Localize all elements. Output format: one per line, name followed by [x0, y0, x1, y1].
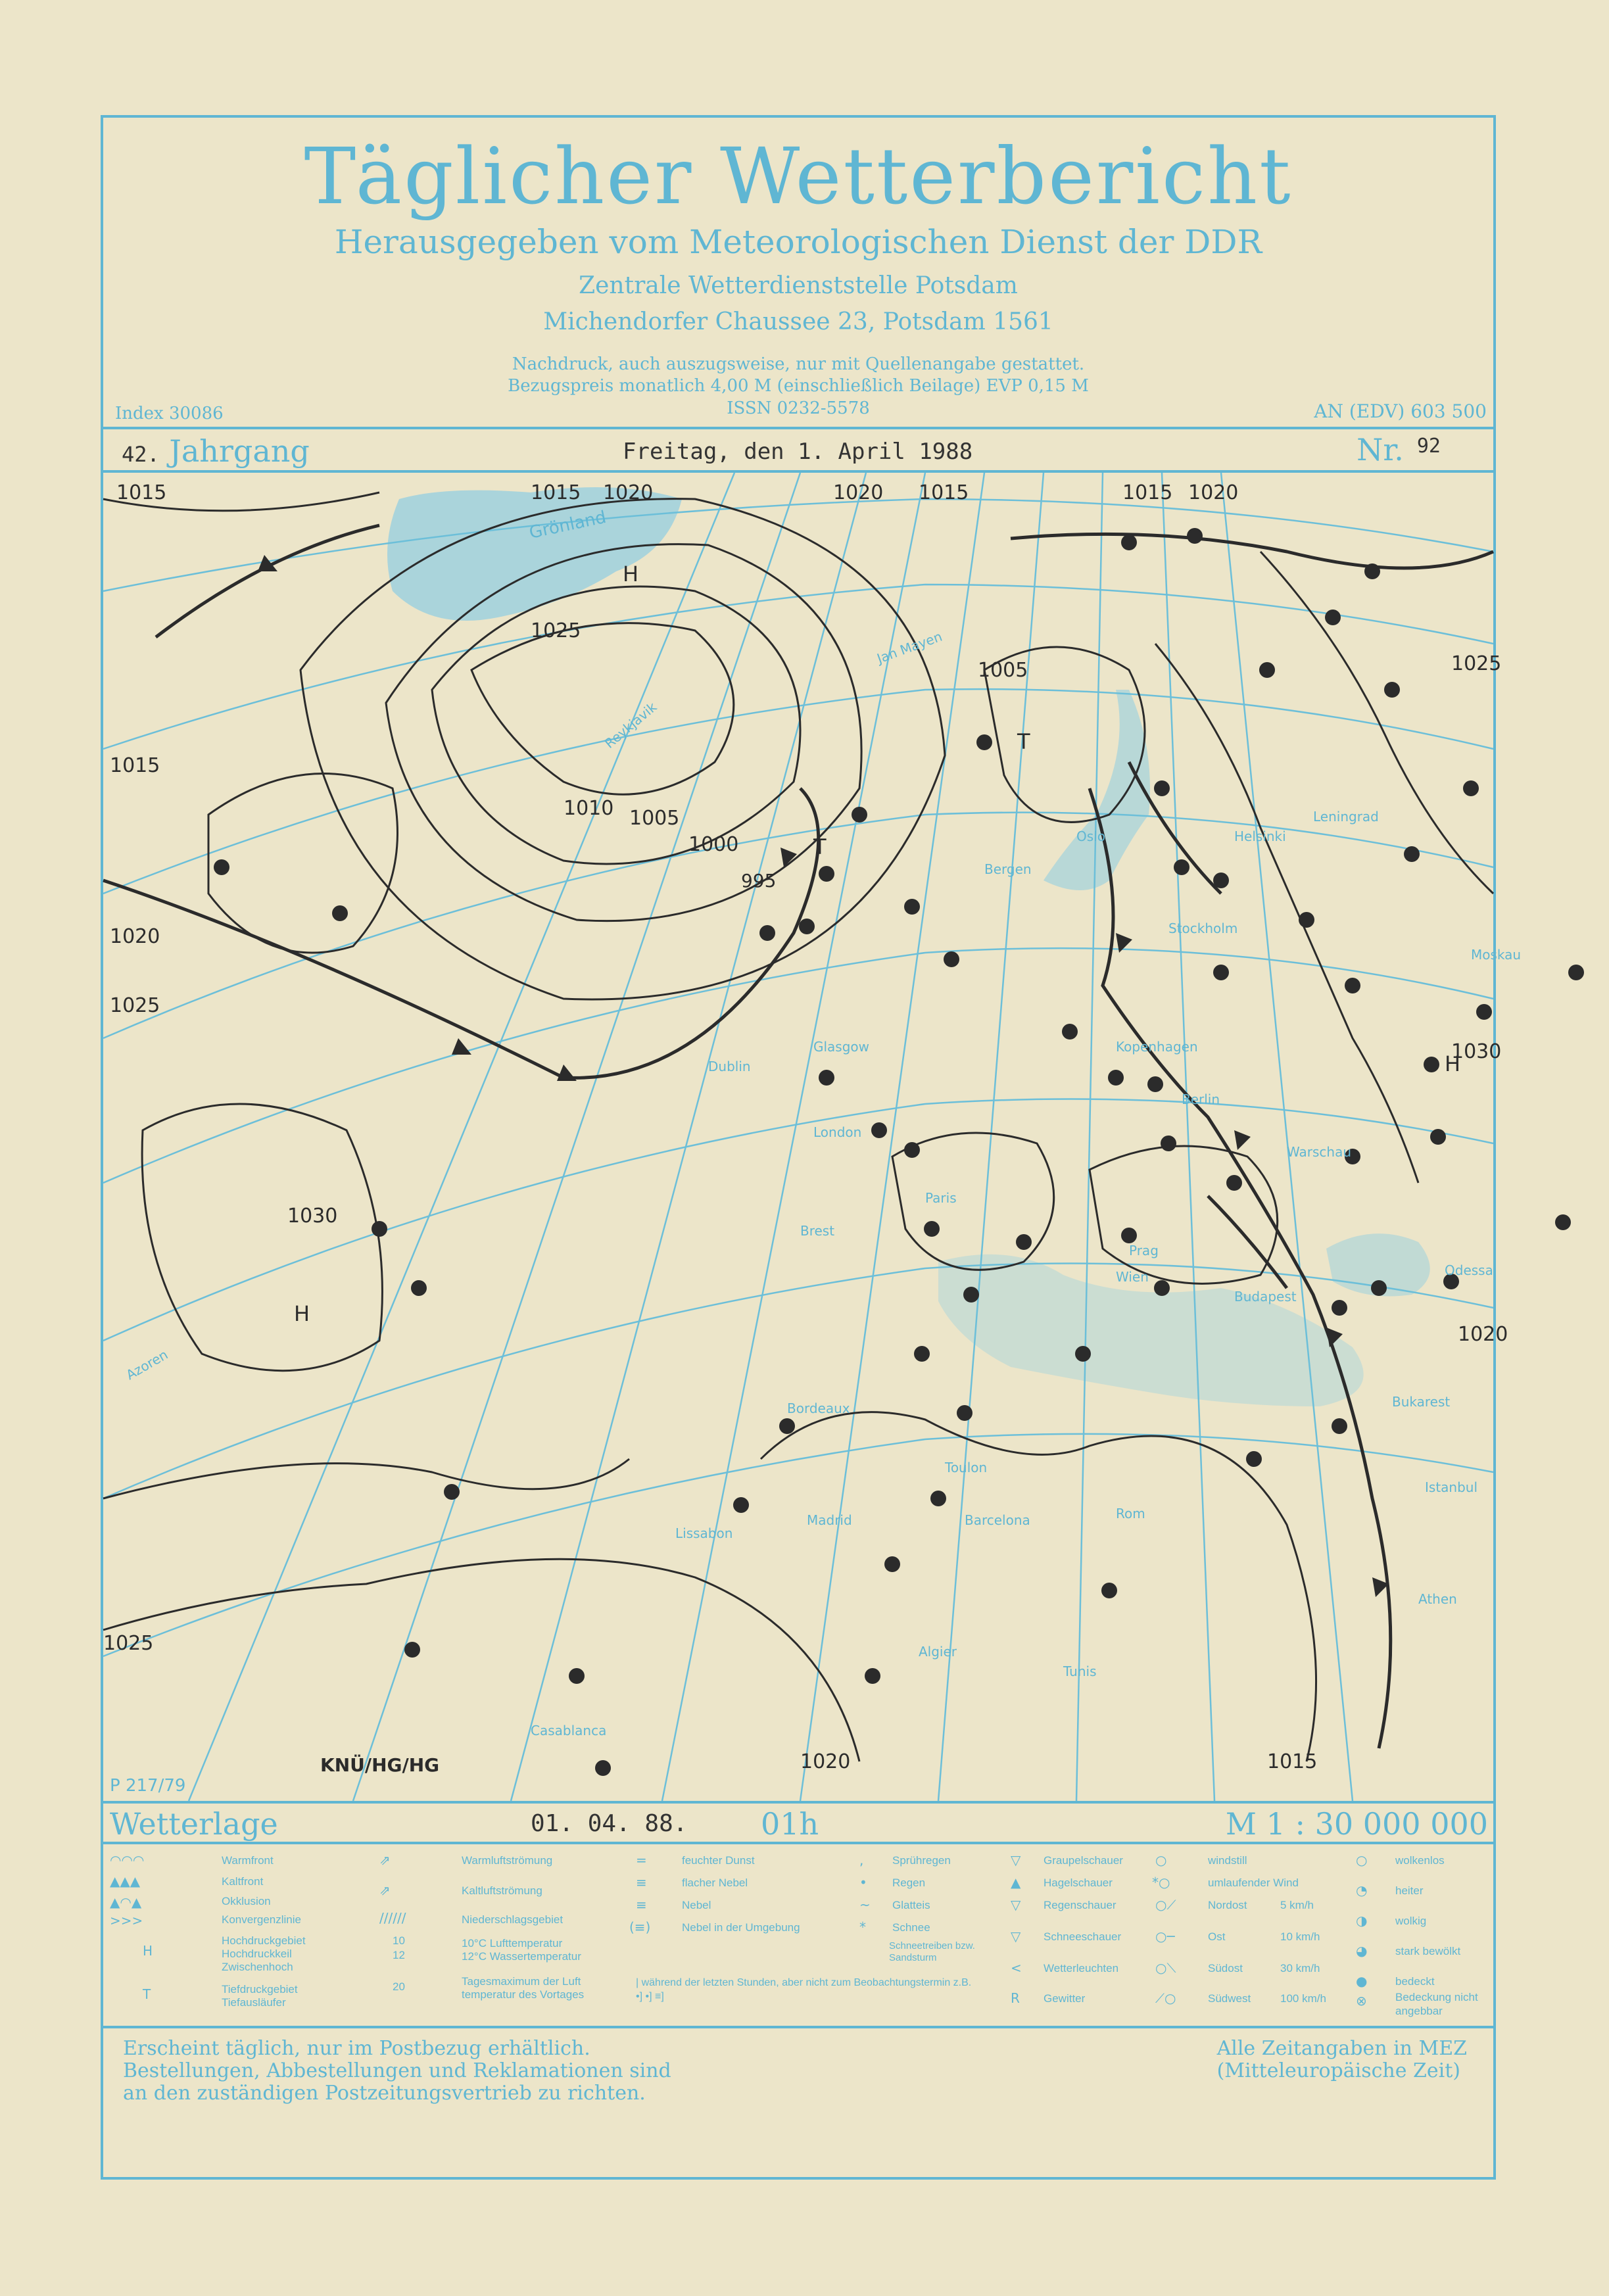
legend	[103, 1844, 1493, 2028]
issn: ISSN 0232-5578	[727, 398, 870, 418]
publisher: Herausgegeben vom Meteorologischen Dienst der DDR	[334, 223, 1262, 261]
fog-icon: ≡	[636, 1897, 647, 1913]
place-name: Barcelona	[965, 1512, 1030, 1528]
legend-label: Glatteis	[892, 1899, 930, 1911]
legend-label: Nebel in der Umgebung	[682, 1921, 800, 1934]
an-edv-number: AN (EDV) 603 500	[1314, 400, 1487, 422]
pressure-label: 1020	[833, 481, 884, 504]
rain-shower-icon: ▽	[1011, 1897, 1021, 1913]
graticule	[103, 473, 1493, 1801]
place-name: Madrid	[807, 1512, 852, 1528]
pressure-label: 1020	[1188, 481, 1239, 504]
legend-label: Kaltfront	[222, 1875, 264, 1888]
nr-label: Nr.	[1357, 432, 1404, 467]
place-name: Jan Mayen	[875, 628, 944, 667]
hail-shower-icon: ▲	[1011, 1875, 1021, 1890]
calm-icon: ○	[1155, 1852, 1167, 1868]
snow-icon: *	[859, 1919, 866, 1935]
pressure-label: 1015	[110, 754, 160, 777]
fog-nearby-icon: (≡)	[629, 1919, 651, 1935]
temp-sample: 12	[393, 1949, 405, 1961]
legend-label: umlaufender Wind	[1208, 1877, 1299, 1889]
legend-label: Konvergenzlinie	[222, 1913, 301, 1926]
variable-wind-icon: *○	[1152, 1875, 1170, 1890]
legend-label: Schneetreiben bzw. Sandsturm	[889, 1940, 975, 1963]
rain-icon: •	[859, 1875, 867, 1890]
legend-label: Kaltluftströmung	[462, 1884, 542, 1897]
legend-label: Regen	[892, 1877, 926, 1889]
shallow-fog-icon: ≡	[636, 1875, 647, 1890]
nr-value: 92	[1416, 435, 1441, 458]
office: Zentrale Wetterdienststelle Potsdam	[579, 272, 1018, 299]
humid-haze-icon: =	[636, 1852, 647, 1868]
pressure-label: 1030	[1451, 1040, 1502, 1063]
place-name: Toulon	[945, 1460, 988, 1475]
legend-label: Südost	[1208, 1962, 1243, 1974]
warm-front-icon: ◠◠◠	[110, 1852, 145, 1868]
place-name: Oslo	[1076, 828, 1105, 844]
place-name: Wien	[1116, 1269, 1149, 1285]
footer-line: Alle Zeitangaben in MEZ	[1216, 2037, 1467, 2060]
legend-label: Tiefausläufer	[222, 1996, 286, 2009]
legend-label: Gewitter	[1044, 1992, 1086, 2005]
legend-label: Zwischenhoch	[222, 1961, 293, 1973]
cold-front-icon: ▲▲▲	[110, 1873, 141, 1889]
legend-label: Wetterleuchten	[1044, 1962, 1119, 1974]
legend-label: 10 km/h	[1280, 1930, 1320, 1943]
place-name: Brest	[800, 1223, 835, 1239]
pressure-label: 1020	[800, 1750, 851, 1773]
place-name: Prag	[1129, 1243, 1159, 1258]
place-name: Bordeaux	[787, 1400, 850, 1416]
footer-line: an den zuständigen Postzeitungsvertrieb zu richten.	[123, 2082, 646, 2105]
place-name: Budapest	[1234, 1289, 1297, 1304]
weather-report-sheet	[101, 115, 1522, 2180]
legend-label: wolkig	[1395, 1915, 1427, 1927]
legend-label: bedeckt	[1395, 1975, 1435, 1988]
legend-label: Schneeschauer	[1044, 1930, 1122, 1943]
price-note: Bezugspreis monatlich 4,00 M (einschließlich Beilage) EVP 0,15 M	[508, 376, 1089, 396]
snow-shower-icon: ▽	[1011, 1928, 1021, 1944]
pressure-label: 1010	[564, 797, 614, 820]
legend-label: Schnee	[892, 1921, 930, 1934]
legend-label: Südwest	[1208, 1992, 1251, 2005]
pressure-label: 1015	[919, 481, 969, 504]
place-name: Rom	[1116, 1506, 1145, 1521]
place-name: Athen	[1418, 1591, 1457, 1607]
place-name: Bukarest	[1392, 1394, 1451, 1410]
cloudy-sky-icon: ◑	[1356, 1913, 1368, 1928]
fair-sky-icon: ◔	[1356, 1882, 1368, 1898]
legend-label: Okklusion	[222, 1895, 271, 1907]
pressure-label: 1020	[110, 925, 160, 948]
legend-label: 100 km/h	[1280, 1992, 1326, 2005]
graupel-shower-icon: ▽	[1011, 1852, 1021, 1868]
svg-text:T: T	[813, 834, 827, 859]
map-date: 01. 04. 88.	[531, 1810, 688, 1837]
pressure-label: 1030	[287, 1205, 338, 1228]
overcast-icon: ●	[1356, 1973, 1368, 1989]
sheet-lightning-icon: <	[1011, 1960, 1022, 1976]
place-name: Kopenhagen	[1116, 1039, 1198, 1055]
map-scale: M 1 : 30 000 000	[1225, 1806, 1488, 1842]
weather-map	[103, 473, 1522, 1801]
place-name: Lissabon	[675, 1525, 733, 1541]
legend-label: 12°C Wassertemperatur	[462, 1950, 581, 1963]
legend-label: 5 km/h	[1280, 1899, 1314, 1911]
legend-label: Warmluftströmung	[462, 1854, 553, 1867]
legend-label: stark bewölkt	[1395, 1945, 1461, 1957]
place-name: Stockholm	[1168, 921, 1238, 936]
index-number: Index 30086	[115, 404, 224, 423]
clear-sky-icon: ○	[1356, 1852, 1368, 1868]
pressure-label: 1025	[103, 1632, 154, 1655]
place-name: London	[813, 1124, 862, 1140]
legend-label: Graupelschauer	[1044, 1854, 1123, 1867]
place-name: Reykjavik	[601, 699, 660, 752]
sky-obscured-icon: ⊗	[1356, 1993, 1367, 2009]
place-name: Moskau	[1471, 947, 1522, 963]
drizzle-icon: ,	[859, 1852, 864, 1868]
mostly-cloudy-icon: ◕	[1356, 1943, 1368, 1959]
legend-label: temperatur des Vortages	[462, 1988, 585, 2001]
pressure-label: 1015	[1267, 1750, 1318, 1773]
place-name: Istanbul	[1425, 1479, 1478, 1495]
volume-label: Jahrgang	[169, 433, 310, 469]
pressure-label: 1020	[1458, 1323, 1508, 1346]
place-name: Algier	[919, 1644, 957, 1660]
pressure-label: 1015	[1122, 481, 1173, 504]
legend-label: Tagesmaximum der Luft	[462, 1975, 581, 1988]
place-name: Warschau	[1287, 1144, 1351, 1160]
legend-label: Hochdruckgebiet	[222, 1934, 306, 1947]
wind-southwest-icon: ⟋○	[1155, 1990, 1176, 2006]
place-name: Paris	[925, 1190, 957, 1206]
high-pressure-icon: H	[143, 1943, 153, 1959]
legend-label: Hochdruckkeil	[222, 1948, 292, 1960]
legend-label: Warmfront	[222, 1854, 274, 1867]
svg-text:H: H	[294, 1301, 310, 1326]
occlusion-icon: ▲◠▲	[110, 1894, 142, 1910]
svg-text:H: H	[1445, 1051, 1461, 1076]
address: Michendorfer Chaussee 23, Potsdam 1561	[543, 308, 1053, 335]
legend-label: wolkenlos	[1395, 1854, 1445, 1867]
dateline	[103, 427, 1493, 473]
pressure-label: 1005	[629, 807, 680, 830]
temp-sample: 20	[393, 1980, 405, 1993]
place-name: Grönland	[527, 507, 608, 543]
analyst-stamp: KNÜ/HG/HG	[320, 1754, 440, 1776]
pressure-label: 1015	[531, 481, 581, 504]
map-time: 01h	[761, 1806, 819, 1842]
issue-number	[1357, 432, 1441, 467]
mediterranean-sea	[938, 1255, 1364, 1406]
footer-subscription-note	[123, 2038, 671, 2105]
convergence-line-icon: >>>	[110, 1913, 143, 1928]
place-name: Casablanca	[531, 1723, 607, 1738]
footer-time-note	[1217, 2038, 1467, 2082]
pressure-label: 1025	[110, 994, 160, 1017]
issue-date: Freitag, den 1. April 1988	[623, 439, 973, 465]
legend-label: Tiefdruckgebiet	[222, 1983, 298, 1996]
pressure-label: 1025	[531, 619, 581, 642]
wind-northeast-icon: ○⟋	[1155, 1897, 1176, 1913]
legend-label: 10°C Lufttemperatur	[462, 1937, 563, 1949]
pressure-label: 1005	[978, 659, 1028, 682]
place-name: Tunis	[1063, 1663, 1097, 1679]
wind-southeast-icon: ○⟍	[1155, 1960, 1176, 1976]
reprint-note: Nachdruck, auch auszugsweise, nur mit Quellenangabe gestattet.	[512, 354, 1085, 374]
thunderstorm-icon: R	[1011, 1990, 1020, 2006]
pressure-label: 1025	[1451, 652, 1502, 675]
legend-label: Niederschlagsgebiet	[462, 1913, 564, 1926]
legend-label: flacher Nebel	[682, 1877, 748, 1889]
legend-label: Hagelschauer	[1044, 1877, 1113, 1889]
place-name: Leningrad	[1313, 809, 1379, 825]
glaze-icon: ~	[859, 1897, 871, 1913]
place-name: Odessa	[1445, 1262, 1493, 1278]
footer-line: (Mitteleuropäische Zeit)	[1216, 2059, 1460, 2082]
temp-sample: 10	[393, 1934, 405, 1947]
cold-air-flow-icon: ⇗	[379, 1882, 391, 1898]
legend-label: Bedeckung nicht angebbar	[1395, 1991, 1478, 2017]
pressure-label: 995	[741, 870, 777, 892]
volume	[122, 433, 310, 469]
pressure-label: 1000	[688, 833, 739, 856]
legend-label: windstill	[1208, 1854, 1247, 1867]
svg-text:T: T	[1017, 729, 1030, 754]
plate-number: P 217/79	[110, 1776, 186, 1796]
legend-label: Sprühregen	[892, 1854, 951, 1867]
footer-line: Erscheint täglich, nur im Postbezug erhältlich.	[123, 2037, 590, 2060]
place-name: Dublin	[708, 1059, 751, 1074]
wind-east-icon: ○─	[1155, 1928, 1175, 1944]
low-pressure-icon: T	[143, 1986, 151, 2002]
place-name: Azoren	[123, 1346, 171, 1383]
footer-line: Bestellungen, Abbestellungen und Reklamationen sind	[123, 2059, 671, 2082]
legend-label: 30 km/h	[1280, 1962, 1320, 1974]
place-names	[124, 508, 1522, 1738]
place-name: Bergen	[984, 861, 1032, 877]
place-name: Berlin	[1182, 1091, 1220, 1107]
pressure-label: 1015	[116, 481, 167, 504]
warm-air-flow-icon: ⇗	[379, 1852, 391, 1868]
pressure-label: 1020	[603, 481, 654, 504]
masthead	[103, 118, 1493, 427]
legend-label: feuchter Dunst	[682, 1854, 755, 1867]
place-name: Glasgow	[813, 1039, 870, 1055]
place-name: Helsinki	[1234, 828, 1286, 844]
precipitation-area-icon: //////	[379, 1910, 406, 1926]
legend-past-weather: | während der letzten Stunden, aber nicht zum Beobachtungstermin z.B. •] •] ≡]	[636, 1977, 972, 2002]
legend-label: Nordost	[1208, 1899, 1247, 1911]
pressure-centers	[294, 562, 1460, 1326]
legend-label: Ost	[1208, 1930, 1226, 1943]
map-caption-bar	[103, 1801, 1493, 1844]
legend-label: Nebel	[682, 1899, 711, 1911]
legend-label: heiter	[1395, 1884, 1424, 1897]
volume-number: 42.	[122, 442, 160, 467]
isobars	[103, 492, 1493, 1761]
legend-label: Regenschauer	[1044, 1899, 1117, 1911]
svg-text:H: H	[623, 562, 639, 586]
map-caption: Wetterlage	[110, 1806, 278, 1842]
page-title: Täglicher Wetterbericht	[304, 131, 1293, 222]
